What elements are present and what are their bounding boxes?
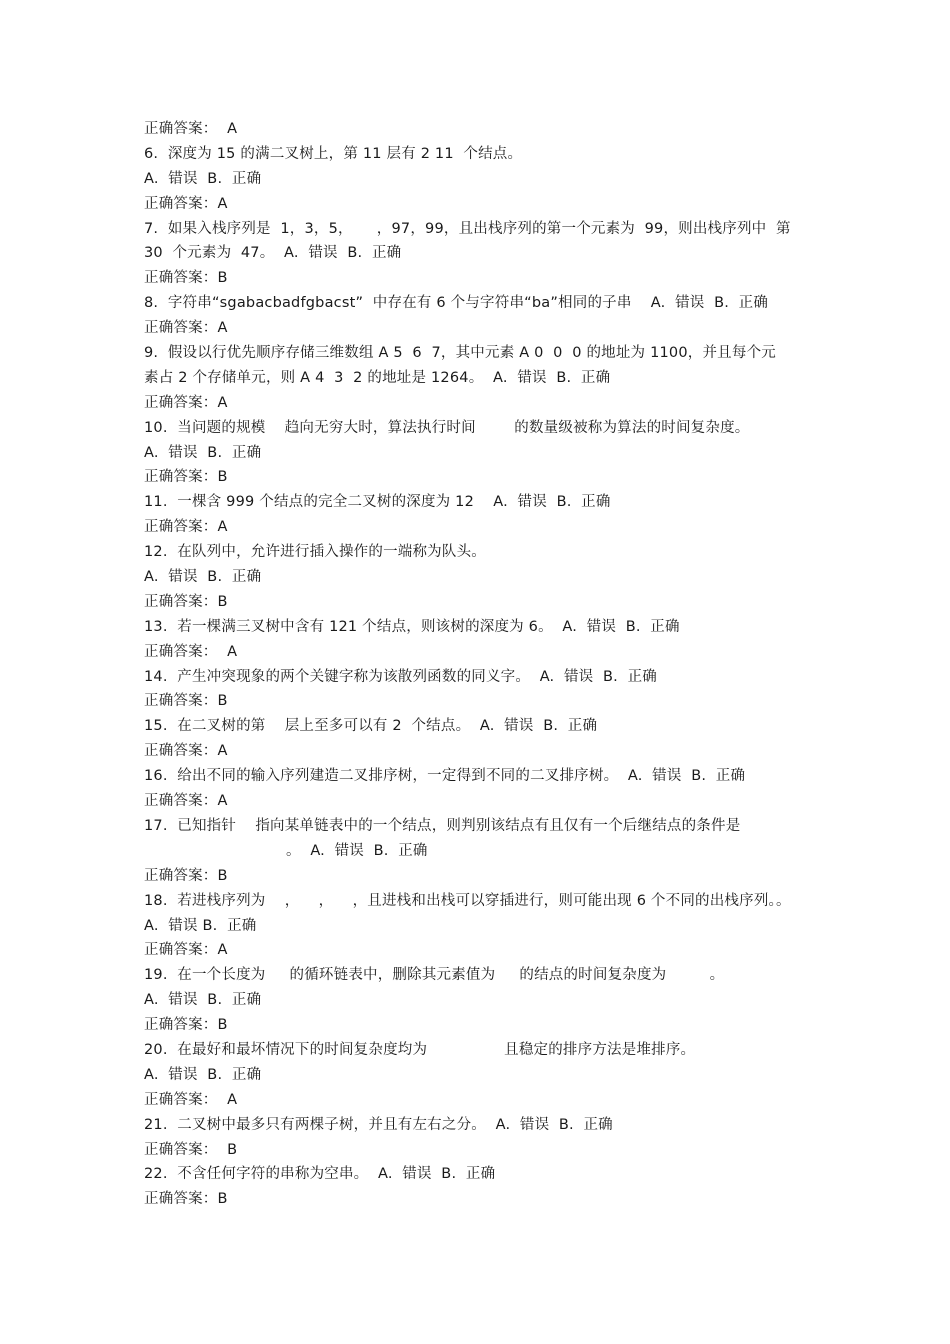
answer-line: 正确答案： A [144,121,238,137]
question-10: 10. 当问题的规模 趋向无穷大时，算法执行时间 的数量级被称为算法的时间复杂度。 [144,419,750,436]
answer-line: 正确答案：A [144,394,228,411]
question-13: 13. 若一棵满三叉树中含有 121 个结点，则该树的深度为 6。 A. 错误 B. 正确 [144,618,680,635]
options-line: A. 错误 B. 正确 [144,444,262,461]
options-line: A. 错误 B. 正确 [144,917,257,934]
question-8: 8. 字符串“sgabacbadfgbacst” 中存在有 6 个与字符串“ba”相同的子串 A. 错误 B. 正确 [144,295,769,312]
answer-line: 正确答案：A [144,195,228,212]
answer-line: 正确答案： B [144,1141,238,1158]
answer-line: 正确答案：B [144,1191,228,1208]
answer-line: 正确答案：A [144,519,228,536]
answer-line: 正确答案：A [144,793,228,810]
options-line: A. 错误 B. 正确 [144,569,262,586]
options-line: A. 错误 B. 正确 [144,1066,262,1083]
document-body [144,117,824,1212]
question-18: 18. 若进栈序列为 ， ， ，且进栈和出栈可以穿插进行，则可能出现 6 个不同的出栈序列。。 [144,892,791,909]
question-14: 14. 产生冲突现象的两个关键字称为该散列函数的同义字。 A. 错误 B. 正确 [144,668,657,685]
question-9-continued: 素占 2 个存储单元，则 A 4 3 2 的地址是 1264。 A. 错误 B. 正确 [144,369,611,386]
question-21: 21. 二叉树中最多只有两棵子树，并且有左右之分。 A. 错误 B. 正确 [144,1116,613,1133]
options-line: A. 错误 B. 正确 [144,170,262,187]
question-17-continued: 。 A. 错误 B. 正确 [286,842,428,859]
question-9: 9. 假设以行优先顺序存储三维数组 A 5 6 7，其中元素 A 0 0 0 的地址为 1100，并且每个元 [144,345,776,362]
question-7: 7. 如果入栈序列是 1，3，5， ，97，99，且出栈序列的第一个元素为 99，则出栈序列中 第 [144,220,791,237]
answer-line: 正确答案：B [144,270,228,287]
answer-line: 正确答案：B [144,867,228,884]
question-22: 22. 不含任何字符的串称为空串。 A. 错误 B. 正确 [144,1166,496,1183]
answer-line: 正确答案：B [144,693,228,710]
answer-line: 正确答案：B [144,593,228,610]
question-17: 17. 已知指针 指向某单链表中的一个结点，则判别该结点有且仅有一个后继结点的条件是 [144,817,741,834]
question-20: 20. 在最好和最坏情况下的时间复杂度均为 且稳定的排序方法是堆排序。 [144,1041,696,1058]
answer-line: 正确答案： A [144,643,238,660]
options-line: A. 错误 B. 正确 [144,992,262,1009]
answer-line: 正确答案：B [144,469,228,486]
question-19: 19. 在一个长度为 的循环链表中，删除其元素值为 的结点的时间复杂度为 。 [144,967,725,984]
question-11: 11. 一棵含 999 个结点的完全二叉树的深度为 12 A. 错误 B. 正确 [144,494,611,511]
question-12: 12. 在队列中，允许进行插入操作的一端称为队头。 [144,544,486,561]
question-6: 6. 深度为 15 的满二叉树上，第 11 层有 2 11 个结点。 [144,145,523,162]
question-16: 16. 给出不同的输入序列建造二叉排序树，一定得到不同的二叉排序树。 A. 错误 B. 正确 [144,768,746,785]
answer-line: 正确答案：A [144,320,228,337]
question-7-continued: 30 个元素为 47。 A. 错误 B. 正确 [144,245,402,262]
answer-line: 正确答案： A [144,1091,238,1108]
answer-line: 正确答案：A [144,942,228,959]
answer-line: 正确答案：B [144,1017,228,1034]
question-15: 15. 在二叉树的第 层上至多可以有 2 个结点。 A. 错误 B. 正确 [144,718,598,735]
answer-line: 正确答案：A [144,743,228,760]
